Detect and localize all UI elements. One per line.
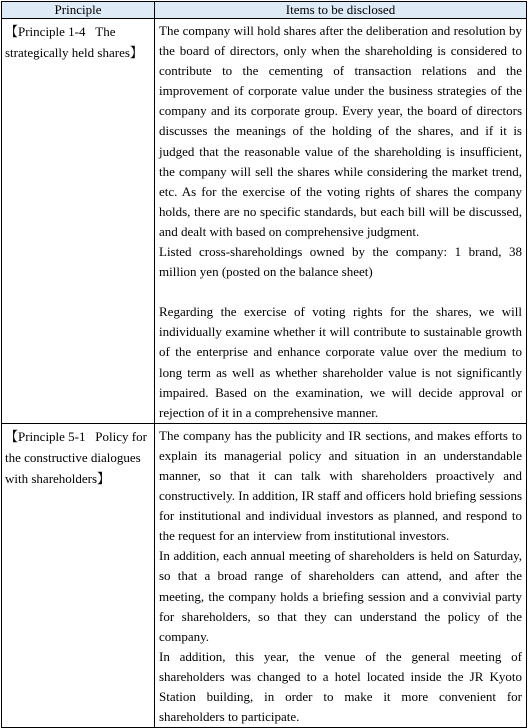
paragraph: The company will hold shares after the deliberation and resolution by the board of directors, only when the shareholding is considered to contribute to the cementing of transaction relations and the improvement of corporate value under the business strategies of the company and its corporate group. Every year, the board of directors discusses the meanings of the holding of the shares, and if it is judged that the reasonable value of the shareholding is insufficient, the company will sell the shares while considering the market trend, etc. As for the exercise of the voting rights of shares the company holds, there are no specific standards, but each bill will be discussed, and dealt with based on comprehensive judgment. [159, 23, 522, 239]
disclosure-table [1, 1, 527, 728]
items-cell [155, 423, 527, 727]
paragraph: Regarding the exercise of voting rights for the shares, we will individually examine whether it will contribute to sustainable growth of the enterprise and enhance corporate value over the medium to long term as well as whether shareholder value is not significantly impaired. Based on the examination, we will decide approval or rejection of it in a comprehensive manner. [159, 304, 522, 420]
table-row-principle-5-1 [2, 423, 527, 727]
header-principle: Principle [2, 2, 155, 19]
paragraph: The company has the publicity and IR sections, and makes efforts to explain its managerial policy and situation in an understandable manner, so that it can talk with shareholders proactively and constructively. In addition, IR staff and officers hold briefing sessions for institutional and individual investors as planned, and respond to the request for an interview from institutional investors. [159, 427, 522, 544]
principle-cell: 【Principle 1-4 The strategically held shares】 [2, 19, 155, 424]
paragraph: In addition, each annual meeting of shareholders is held on Saturday, so that a broad range of shareholders can attend, and after the meeting, the company holds a briefing session and a convivial party for shareholders, so that they can understand the policy of the company. [159, 548, 522, 644]
table-row-principle-1-4 [2, 19, 527, 424]
header-items: Items to be disclosed [155, 2, 527, 19]
paragraph: In addition, this year, the venue of the general meeting of shareholders was changed to a hotel located inside the JR Kyoto Station building, in order to make it more convenient for shareholders to participate. [159, 648, 522, 725]
items-cell [155, 19, 527, 424]
paragraph: Listed cross-shareholdings owned by the company: 1 brand, 38 million yen (posted on the balance sheet) [159, 244, 522, 280]
principle-cell: 【Principle 5-1 Policy for the constructive dialogues with shareholders】 [2, 423, 155, 727]
table-header [2, 2, 527, 19]
blank-line [159, 282, 522, 302]
header-row [2, 2, 527, 19]
